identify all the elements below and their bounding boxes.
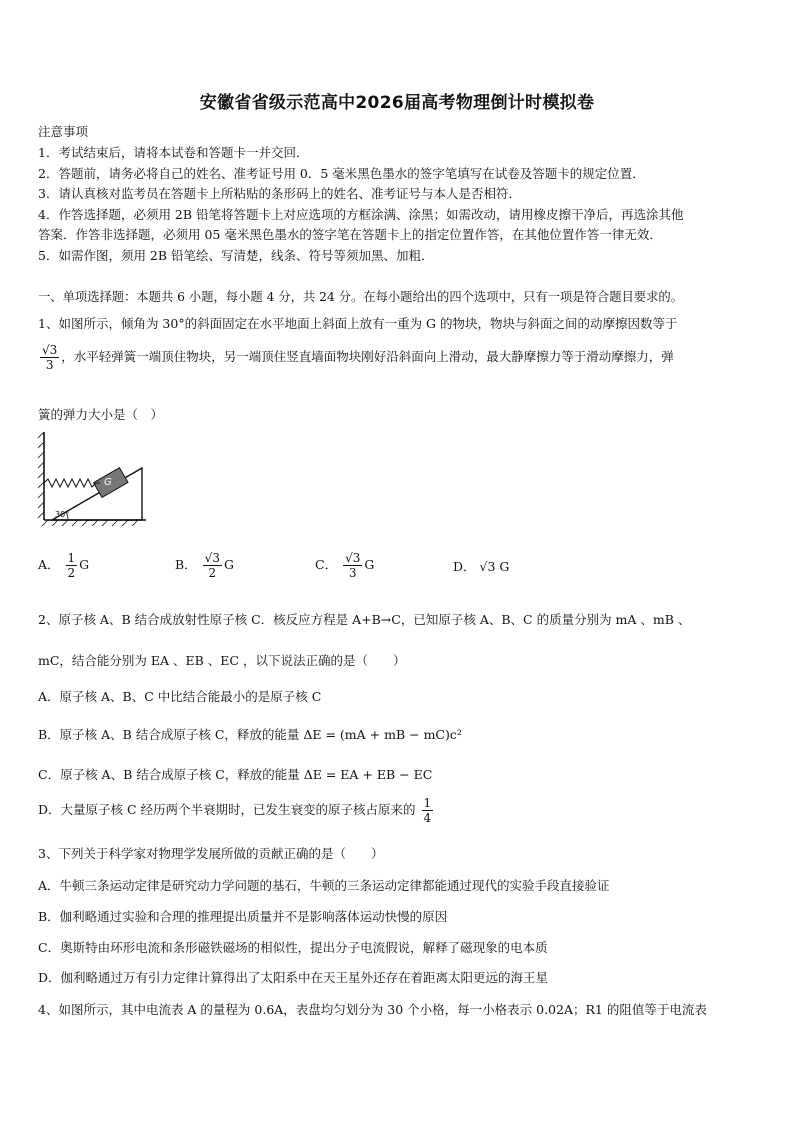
option-fraction	[66, 552, 78, 579]
notes-item: 4．作答选择题，必须用 2B 铅笔将答题卡上对应选项的方框涂满、涂黑；如需改动，请用橡皮擦干净后，再选涂其他	[38, 207, 684, 222]
option-fraction	[343, 552, 362, 579]
page-title: 安徽省省级示范高中2026届高考物理倒计时模拟卷	[199, 93, 595, 113]
option-text: √3 G	[479, 559, 510, 574]
q3-option-a[interactable]: A．牛顿三条运动定律是研究动力学问题的基石，牛顿的三条运动定律都能通过现代的实验手段直接验证	[38, 878, 610, 893]
block-label: G	[104, 477, 112, 488]
option-letter: D．	[453, 559, 476, 574]
q2-stem-line1: 2、原子核 A、B 结合成放射性原子核 C．核反应方程是 A+B→C，已知原子核 A、B、C 的质量分别为 mA 、mB 、	[38, 612, 691, 627]
notes-item: 答案．作答非选择题，必须用 05 毫米黑色墨水的签字笔在答题卡上的指定位置作答，在其他位置作答一律无效．	[38, 227, 662, 242]
notes-item: 3．请认真核对监考员在答题卡上所粘贴的条形码上的姓名、准考证号与本人是否相符．	[38, 186, 521, 201]
option-letter: A．	[38, 557, 60, 572]
q1-stem-line3: 簧的弹力大小是（ ）	[38, 407, 164, 422]
q1-option-a[interactable]	[38, 552, 89, 579]
q1-stem-line2	[38, 344, 674, 371]
fraction-denominator: 4	[423, 811, 432, 825]
q1-option-c[interactable]	[315, 552, 374, 579]
option-unit: G	[364, 557, 375, 572]
option-fraction	[203, 552, 222, 579]
notes-heading: 注意事项	[38, 124, 89, 139]
q4-stem-line1: 4、如图所示，其中电流表 A 的量程为 0.6A，表盘均匀划分为 30 个小格，每一小格表示 0.02A；R1 的阻值等于电流表	[38, 1002, 707, 1017]
section-heading: 一、单项选择题：本题共 6 小题，每小题 4 分，共 24 分。在每小题给出的四个选项中，只有一项是符合题目要求的。	[38, 290, 683, 304]
fraction-numerator: √3	[204, 551, 220, 565]
fraction-denominator: 2	[208, 566, 217, 580]
ground-hatching	[42, 520, 138, 526]
angle-label: 30°	[55, 510, 70, 519]
q3-stem: 3、下列关于科学家对物理学发展所做的贡献正确的是（ ）	[38, 846, 384, 861]
fraction-numerator: √3	[42, 343, 58, 357]
option-letter: C．	[315, 557, 338, 572]
q1-stem-text: ，水平轻弹簧一端顶住物块，另一端顶住竖直墙面物块刚好沿斜面向上滑动，最大静摩擦力等于滑动摩擦力，弹	[61, 349, 674, 364]
option-unit: G	[223, 557, 234, 572]
fraction-denominator: 3	[45, 358, 54, 372]
q2-option-b[interactable]: B．原子核 A、B 结合成原子核 C，释放的能量 ΔE = (mA + mB − mC)c²	[38, 727, 462, 742]
option-text: D．大量原子核 C 经历两个半衰期时，已发生衰变的原子核占原来的	[38, 802, 416, 817]
option-fraction	[422, 797, 434, 824]
notes-item: 2．答题前，请务必将自己的姓名、准考证号用 0．5 毫米黑色墨水的签字笔填写在试卷及答题卡的规定位置．	[38, 166, 645, 181]
spring	[44, 479, 100, 487]
wall-hatching	[38, 432, 44, 518]
fraction-numerator: √3	[345, 551, 361, 565]
q1-mu-fraction	[40, 344, 59, 371]
q3-option-b[interactable]: B．伽利略通过实验和合理的推理提出质量并不是影响落体运动快慢的原因	[38, 909, 448, 924]
notes-item: 5．如需作图，须用 2B 铅笔绘、写清楚，线条、符号等须加黑、加粗．	[38, 248, 434, 263]
q3-option-d[interactable]: D．伽利略通过万有引力定律计算得出了太阳系中在天王星外还存在着距离太阳更远的海王星	[38, 970, 549, 985]
option-letter: B．	[175, 557, 197, 572]
option-unit: G	[79, 557, 90, 572]
notes-item: 1．考试结束后，请将本试卷和答题卡一并交回．	[38, 145, 309, 160]
fraction-denominator: 3	[348, 566, 357, 580]
q2-option-d[interactable]	[38, 797, 435, 824]
q2-option-c[interactable]: C．原子核 A、B 结合成原子核 C，释放的能量 ΔE = EA + EB − EC	[38, 767, 433, 782]
q1-option-b[interactable]	[175, 552, 234, 579]
fraction-denominator: 2	[67, 566, 76, 580]
incline-spring-diagram	[38, 428, 148, 526]
q3-option-c[interactable]: C．奥斯特由环形电流和条形磁铁磁场的相似性，提出分子电流假说，解释了磁现象的电本质	[38, 940, 548, 955]
q1-stem-line1: 1、如图所示，倾角为 30°的斜面固定在水平地面上斜面上放有一重为 G 的物块，物块与斜面之间的动摩擦因数等于	[38, 316, 678, 331]
fraction-numerator: 1	[67, 551, 76, 565]
q2-option-a[interactable]: A．原子核 A、B、C 中比结合能最小的是原子核 C	[38, 689, 322, 704]
q1-option-d[interactable]	[453, 557, 509, 575]
fraction-numerator: 1	[423, 796, 432, 810]
q2-stem-line2: mC，结合能分别为 EA 、EB 、EC ，以下说法正确的是（ ）	[38, 653, 406, 668]
